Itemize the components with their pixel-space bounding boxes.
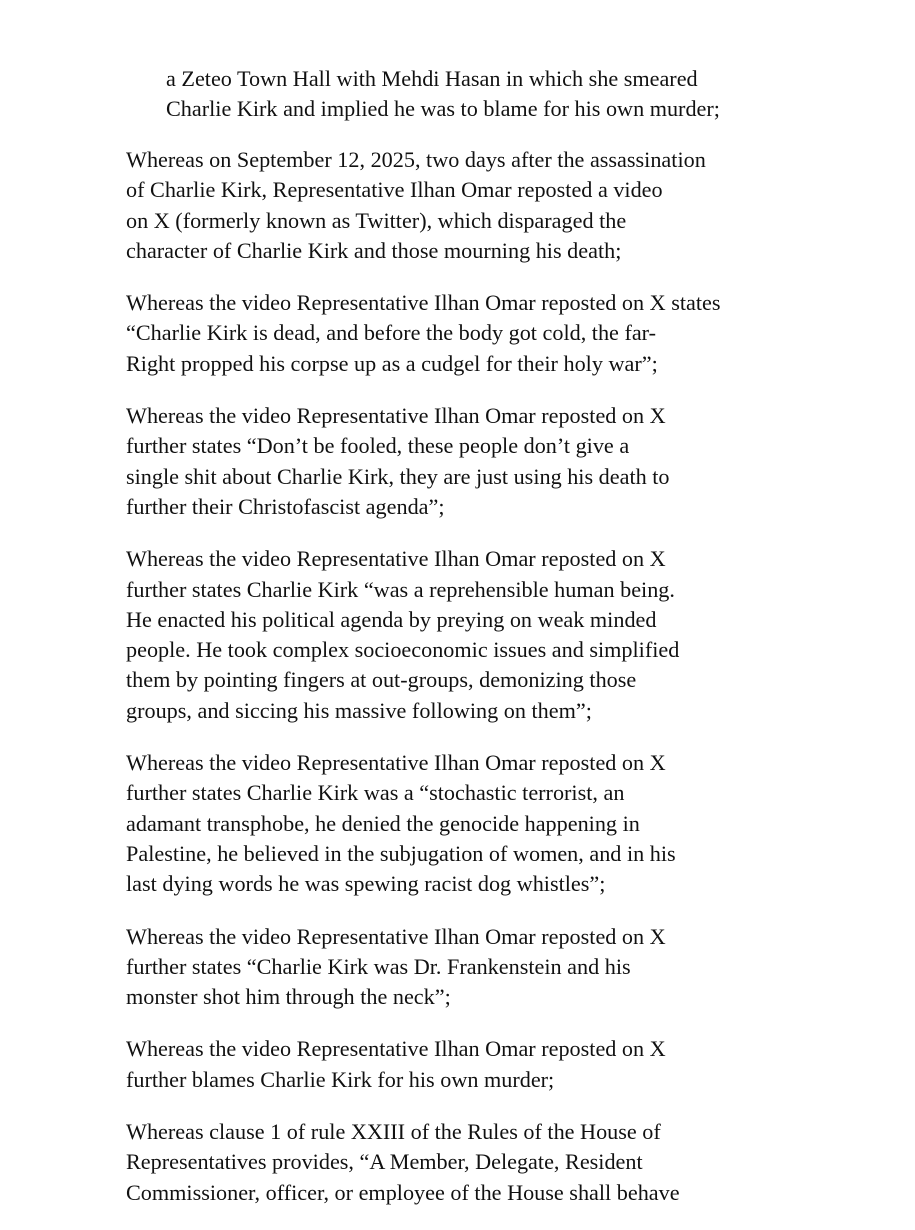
whereas-clause — [126, 748, 886, 899]
text-line: Commissioner, officer, or employee of the House shall behave — [126, 1179, 680, 1205]
text-line: character of Charlie Kirk and those mourning his death; — [126, 237, 622, 263]
text-line: last dying words he was spewing racist dog whistles”; — [126, 871, 606, 897]
text-line: single shit about Charlie Kirk, they are just using his death to — [126, 463, 670, 489]
text-line: on X (formerly known as Twitter), which disparaged the — [126, 207, 627, 233]
text-line: “Charlie Kirk is dead, and before the body got cold, the far- — [126, 320, 657, 346]
text-line: Palestine, he believed in the subjugation of women, and in his — [126, 840, 676, 866]
text-line: further blames Charlie Kirk for his own murder; — [126, 1066, 555, 1092]
text-line: monster shot him through the neck”; — [126, 984, 451, 1010]
text-line: them by pointing fingers at out-groups, demonizing those — [126, 667, 637, 693]
text-line: further states Charlie Kirk was a “stochastic terrorist, an — [126, 780, 625, 806]
text-line: Charlie Kirk and implied he was to blame for his own murder; — [166, 96, 720, 122]
whereas-clause — [126, 1117, 886, 1208]
text-line: Right propped his corpse up as a cudgel for their holy war”; — [126, 350, 658, 376]
text-line: Whereas on September 12, 2025, two days after the assassination — [126, 147, 706, 172]
text-line: He enacted his political agenda by preying on weak minded — [126, 606, 657, 632]
text-line: further states “Charlie Kirk was Dr. Frankenstein and his — [126, 953, 631, 979]
text-line: Whereas the video Representative Ilhan Omar reposted on X states — [126, 290, 721, 316]
text-line: Whereas the video Representative Ilhan Omar reposted on X — [126, 923, 666, 949]
text-line: Whereas clause 1 of rule XXIII of the Rules of the House of — [126, 1119, 661, 1145]
text-line: of Charlie Kirk, Representative Ilhan Omar reposted a video — [126, 177, 663, 203]
whereas-clause — [126, 922, 886, 1013]
whereas-clause — [126, 544, 886, 726]
text-line: Whereas the video Representative Ilhan Omar reposted on X — [126, 546, 666, 572]
text-line: a Zeteo Town Hall with Mehdi Hasan in which she smeared — [166, 66, 698, 91]
text-line: Whereas the video Representative Ilhan Omar reposted on X — [126, 750, 666, 776]
whereas-clause — [126, 1034, 886, 1095]
text-line: Whereas the video Representative Ilhan Omar reposted on X — [126, 403, 666, 429]
continued-paragraph — [166, 64, 866, 125]
whereas-clauses — [126, 145, 886, 1230]
text-line: groups, and siccing his massive following on them”; — [126, 697, 592, 723]
whereas-clause — [126, 401, 886, 522]
whereas-clause — [126, 288, 886, 379]
text-line: people. He took complex socioeconomic issues and simplified — [126, 637, 680, 663]
text-line: further their Christofascist agenda”; — [126, 493, 445, 519]
text-line: adamant transphobe, he denied the genocide happening in — [126, 810, 640, 836]
text-line: Whereas the video Representative Ilhan Omar reposted on X — [126, 1036, 666, 1062]
text-line: further states “Don’t be fooled, these people don’t give a — [126, 433, 630, 459]
text-line: Representatives provides, “A Member, Delegate, Resident — [126, 1149, 643, 1175]
whereas-clause — [126, 145, 886, 266]
text-line: further states Charlie Kirk “was a reprehensible human being. — [126, 576, 675, 602]
